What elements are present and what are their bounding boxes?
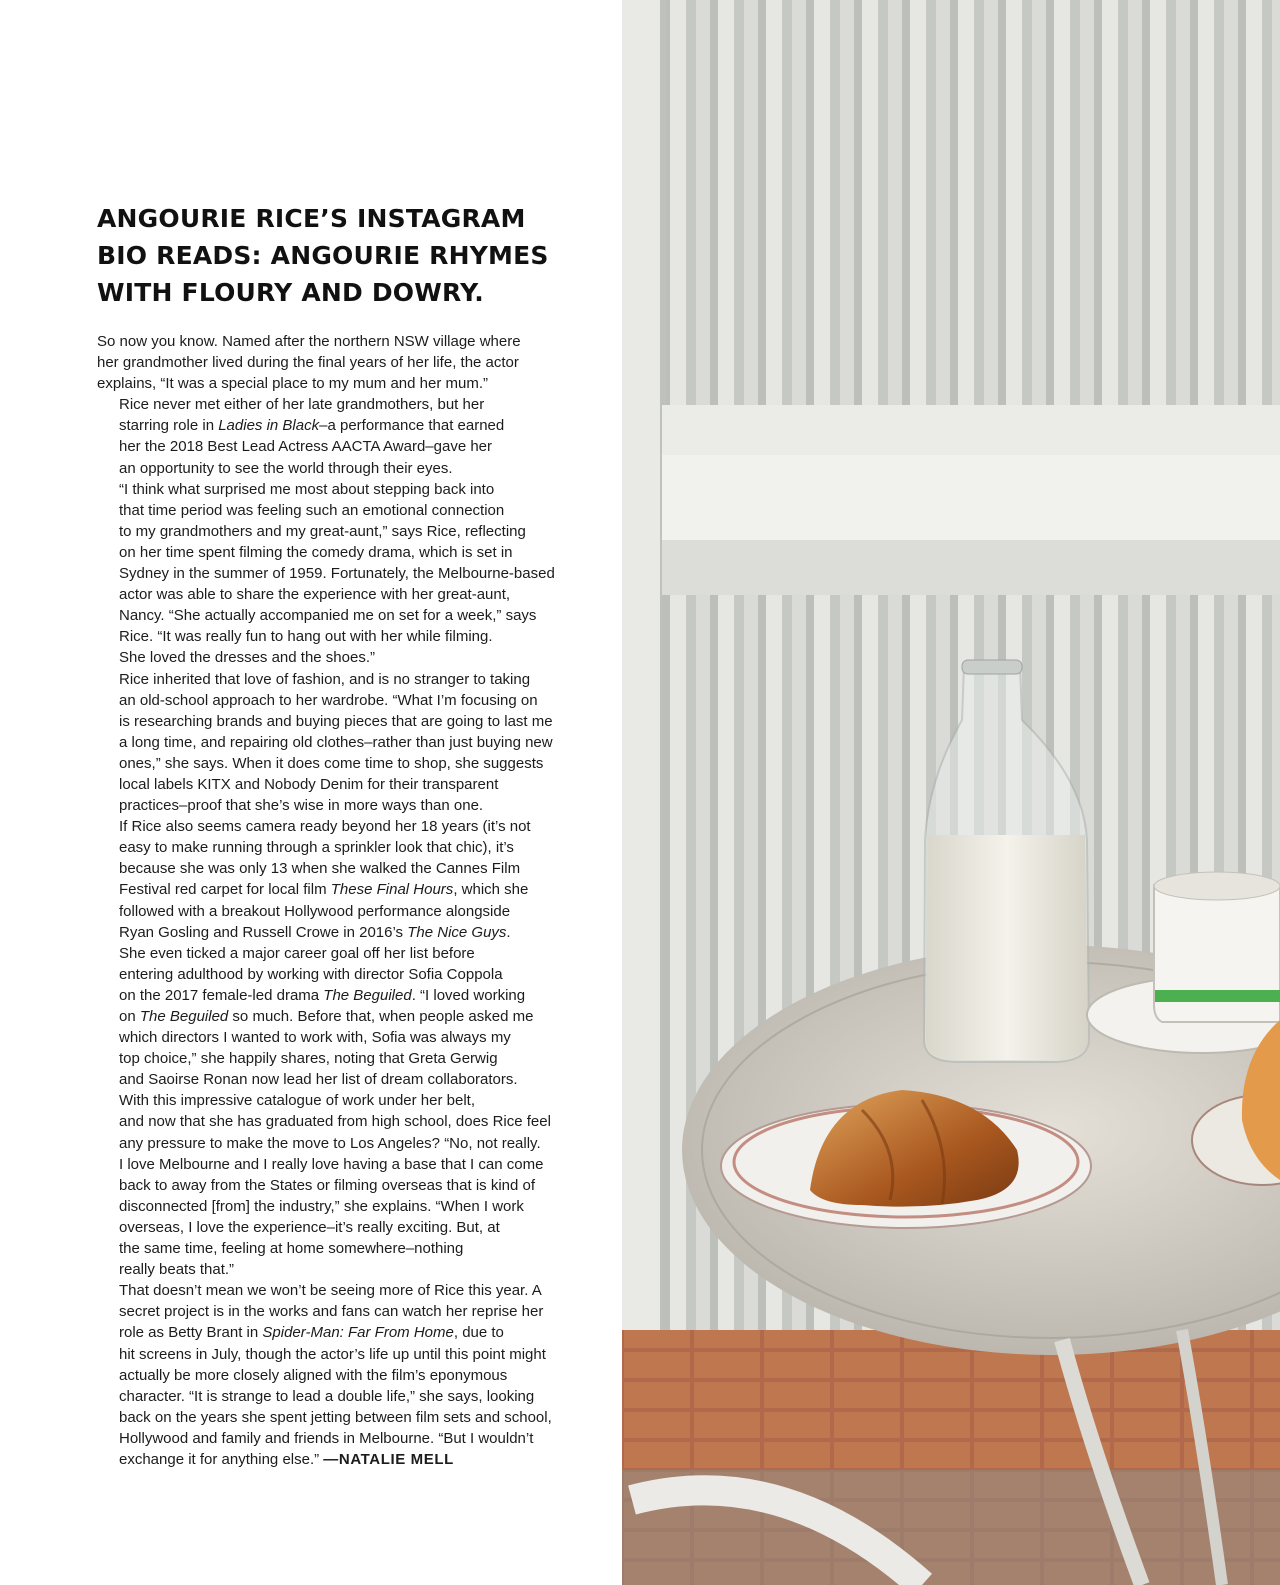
text-line: because she was only 13 when she walked the Cannes Film <box>119 860 521 878</box>
paragraph-2 <box>97 394 579 478</box>
text-line: Sydney in the summer of 1959. Fortunately, the Melbourne-based <box>119 565 555 583</box>
text-line: actor was able to share the experience with her great-aunt, <box>119 586 511 604</box>
text-line: on the 2017 female-led drama The Beguiled. “I loved working <box>119 986 526 1004</box>
paragraph-3 <box>97 479 579 669</box>
text-line: any pressure to make the move to Los Angeles? “No, not really. <box>119 1134 541 1152</box>
text-line: an old-school approach to her wardrobe. “What I’m focusing on <box>119 691 538 709</box>
text-line: “I think what surprised me most about stepping back into <box>119 480 495 498</box>
text-line: local labels KITX and Nobody Denim for their transparent <box>119 775 499 793</box>
headline-line: WITH FLOURY AND DOWRY. <box>97 278 484 307</box>
text-line: followed with a breakout Hollywood performance alongside <box>119 902 511 920</box>
text-line: that time period was feeling such an emotional connection <box>119 501 505 519</box>
paragraph-1 <box>97 331 579 394</box>
paragraph-7 <box>97 1090 579 1280</box>
text-line: With this impressive catalogue of work under her belt, <box>119 1092 475 1110</box>
text-line: Ryan Gosling and Russell Crowe in 2016’s The Nice Guys. <box>119 923 511 941</box>
author-byline: —NATALIE MELL <box>323 1450 454 1468</box>
text-line: a long time, and repairing old clothes–rather than just buying new <box>119 733 553 751</box>
text-line: back on the years she spent jetting between film sets and school, <box>119 1408 552 1426</box>
text-line: and now that she has graduated from high school, does Rice feel <box>119 1113 551 1131</box>
text-line: secret project is in the works and fans can watch her reprise her <box>119 1303 544 1321</box>
text-line: easy to make running through a sprinkler look that chic), it’s <box>119 839 514 857</box>
text-line: explains, “It was a special place to my mum and her mum.” <box>97 375 488 393</box>
text-line: Festival red carpet for local film These Final Hours, which she <box>119 881 529 899</box>
text-line: ones,” she says. When it does come time to shop, she suggests <box>119 754 544 772</box>
text-line: entering adulthood by working with director Sofia Coppola <box>119 965 503 983</box>
text-line: Rice. “It was really fun to hang out with her while filming. <box>119 628 493 646</box>
film-title: Ladies in Black <box>218 417 320 435</box>
text-line: That doesn’t mean we won’t be seeing more of Rice this year. A <box>119 1282 542 1300</box>
text-line: So now you know. Named after the northern NSW village where <box>97 333 521 350</box>
text-line: practices–proof that she’s wise in more ways than one. <box>119 797 484 815</box>
text-line: She loved the dresses and the shoes.” <box>119 649 375 667</box>
article-column <box>97 200 579 1470</box>
text-line: her grandmother lived during the final years of her life, the actor <box>97 354 519 372</box>
headline <box>97 200 579 311</box>
headline-line: ANGOURIE RICE’S INSTAGRAM <box>97 204 526 233</box>
text-line: back to away from the States or filming overseas that is kind of <box>119 1176 536 1194</box>
text-line: starring role in Ladies in Black–a performance that earned <box>119 417 505 435</box>
film-title: The Beguiled <box>323 986 412 1004</box>
text-line: If Rice also seems camera ready beyond her 18 years (it’s not <box>119 818 531 836</box>
text-line: She even ticked a major career goal off her list before <box>119 944 475 962</box>
text-line: top choice,” she happily shares, noting that Greta Gerwig <box>119 1050 498 1068</box>
text-line: I love Melbourne and I really love having a base that I can come <box>119 1155 544 1173</box>
text-line: Rice never met either of her late grandmothers, but her <box>119 396 485 414</box>
text-line: to my grandmothers and my great-aunt,” says Rice, reflecting <box>119 522 526 540</box>
text-line: Hollywood and family and friends in Melbourne. “But I wouldn’t <box>119 1429 534 1447</box>
headline-line: BIO READS: ANGOURIE RHYMES <box>97 241 549 270</box>
text-line: is researching brands and buying pieces that are going to last me <box>119 712 553 730</box>
text-line: actually be more closely aligned with the film’s eponymous <box>119 1366 508 1384</box>
film-title: The Nice Guys <box>407 923 507 941</box>
film-title: Spider-Man: Far From Home <box>262 1324 454 1342</box>
film-title: These Final Hours <box>330 881 454 899</box>
text-line: role as Betty Brant in Spider-Man: Far From Home, due to <box>119 1324 504 1342</box>
text-line: overseas, I love the experience–it’s really exciting. But, at <box>119 1218 500 1236</box>
text-line: on The Beguiled so much. Before that, when people asked me <box>119 1008 534 1025</box>
film-title: The Beguiled <box>139 1008 229 1025</box>
article-body <box>97 331 579 1470</box>
paragraph-8 <box>97 1280 579 1470</box>
text-line: and Saoirse Ronan now lead her list of dream collaborators. <box>119 1071 518 1089</box>
text-line: her the 2018 Best Lead Actress AACTA Award–gave her <box>119 438 493 456</box>
text-line: the same time, feeling at home somewhere–nothing <box>119 1240 464 1258</box>
text-line: an opportunity to see the world through their eyes. <box>119 459 453 477</box>
text-line: which directors I wanted to work with, Sofia was always my <box>119 1029 511 1047</box>
text-line: on her time spent filming the comedy drama, which is set in <box>119 543 513 561</box>
breakfast-table-photo <box>622 0 1280 1585</box>
paragraph-5 <box>97 816 579 943</box>
text-line: disconnected [from] the industry,” she explains. “When I work <box>119 1197 524 1215</box>
text-line: Nancy. “She actually accompanied me on set for a week,” says <box>119 607 537 625</box>
paragraph-4 <box>97 669 579 817</box>
paragraph-6 <box>97 943 579 1091</box>
text-line: hit screens in July, though the actor’s life up until this point might <box>119 1345 546 1363</box>
text-line: really beats that.” <box>119 1261 235 1279</box>
text-line: exchange it for anything else.” —NATALIE MELL <box>119 1450 454 1468</box>
text-line: Rice inherited that love of fashion, and is no stranger to taking <box>119 670 531 688</box>
text-line: character. “It is strange to lead a double life,” she says, looking <box>119 1387 535 1405</box>
